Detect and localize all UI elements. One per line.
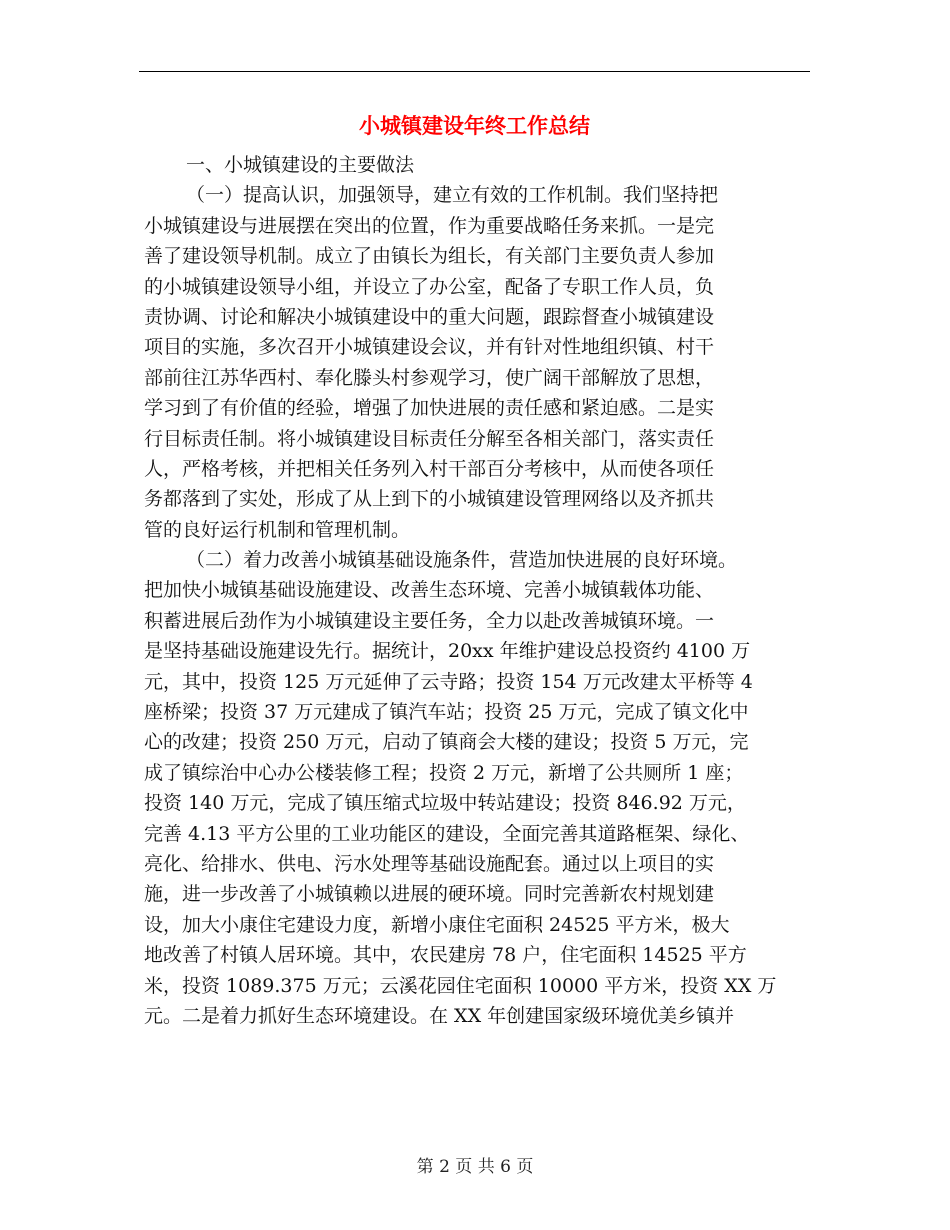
paragraph-line: 积蓄进展后劲作为小城镇建设主要任务，全力以赴改善城镇环境。一 bbox=[144, 609, 715, 632]
paragraph-line: 座桥梁；投资 37 万元建成了镇汽车站；投资 25 万元，完成了镇文化中 bbox=[144, 701, 749, 724]
paragraph-line: 责协调、讨论和解决小城镇建设中的重大问题，跟踪督查小城镇建设 bbox=[144, 305, 715, 328]
document-body bbox=[144, 150, 810, 1031]
paragraph-line: 把加快小城镇基础设施建设、改善生态环境、完善小城镇载体功能、 bbox=[144, 579, 715, 602]
paragraph-line: 人，严格考核，并把相关任务列入村干部百分考核中，从而使各项任 bbox=[144, 457, 715, 480]
section-heading: 一、小城镇建设的主要做法 bbox=[186, 154, 415, 176]
paragraph-line: （二）着力改善小城镇基础设施条件，营造加快进展的良好环境。 bbox=[186, 549, 738, 572]
header-rule bbox=[139, 71, 810, 72]
paragraph-line: 是坚持基础设施建设先行。据统计，20xx 年维护建设总投资约 4100 万 bbox=[144, 640, 751, 663]
paragraph-line: 部前往江苏华西村、奉化滕头村参观学习，使广阔干部解放了思想， bbox=[144, 366, 715, 389]
paragraph-line: 的小城镇建设领导小组，并设立了办公室，配备了专职工作人员，负 bbox=[144, 275, 715, 298]
paragraph-line: 元。二是着力抓好生态环境建设。在 XX 年创建国家级环境优美乡镇并 bbox=[144, 1004, 735, 1027]
page-number: 第 2 页 共 6 页 bbox=[416, 1157, 534, 1177]
paragraph-line: 地改善了村镇人居环境。其中，农民建房 78 户，住宅面积 14525 平方 bbox=[144, 944, 747, 967]
document-title: 小城镇建设年终工作总结 bbox=[359, 114, 590, 138]
paragraph-line: 亮化、给排水、供电、污水处理等基础设施配套。通过以上项目的实 bbox=[144, 852, 715, 875]
paragraph-line: 学习到了有价值的经验，增强了加快进展的责任感和紧迫感。二是实 bbox=[144, 397, 715, 420]
paragraph-line: 项目的实施，多次召开小城镇建设会议，并有针对性地组织镇、村干 bbox=[144, 336, 715, 359]
paragraph-line: 心的改建；投资 250 万元，启动了镇商会大楼的建设；投资 5 万元，完 bbox=[144, 731, 749, 754]
paragraph-line: 务都落到了实处，形成了从上到下的小城镇建设管理网络以及齐抓共 bbox=[144, 488, 715, 511]
paragraph-line: 完善 4.13 平方公里的工业功能区的建设，全面完善其道路框架、绿化、 bbox=[144, 822, 750, 845]
paragraph-line: 施，进一步改善了小城镇赖以进展的硬环境。同时完善新农村规划建 bbox=[144, 883, 715, 906]
paragraph-line: 小城镇建设与进展摆在突出的位置，作为重要战略任务来抓。一是完 bbox=[144, 214, 715, 237]
paragraph-line: 管的良好运行机制和管理机制。 bbox=[144, 518, 411, 541]
paragraph-line: 投资 140 万元，完成了镇压缩式垃圾中转站建设；投资 846.92 万元， bbox=[144, 792, 746, 815]
paragraph-line: （一）提高认识，加强领导，建立有效的工作机制。我们坚持把 bbox=[186, 184, 719, 207]
paragraph-line: 成了镇综治中心办公楼装修工程；投资 2 万元，新增了公共厕所 1 座； bbox=[144, 761, 744, 784]
paragraph-line: 行目标责任制。将小城镇建设目标责任分解至各相关部门，落实责任 bbox=[144, 427, 715, 450]
paragraph-line: 米，投资 1089.375 万元；云溪花园住宅面积 10000 平方米，投资 XX 万 bbox=[144, 974, 777, 997]
paragraph-line: 元，其中，投资 125 万元延伸了云寺路；投资 154 万元改建太平桥等 4 bbox=[144, 670, 753, 693]
paragraph-line: 设，加大小康住宅建设力度，新增小康住宅面积 24525 平方米，极大 bbox=[144, 913, 730, 936]
paragraph-line: 善了建设领导机制。成立了由镇长为组长，有关部门主要负责人参加 bbox=[144, 245, 715, 268]
